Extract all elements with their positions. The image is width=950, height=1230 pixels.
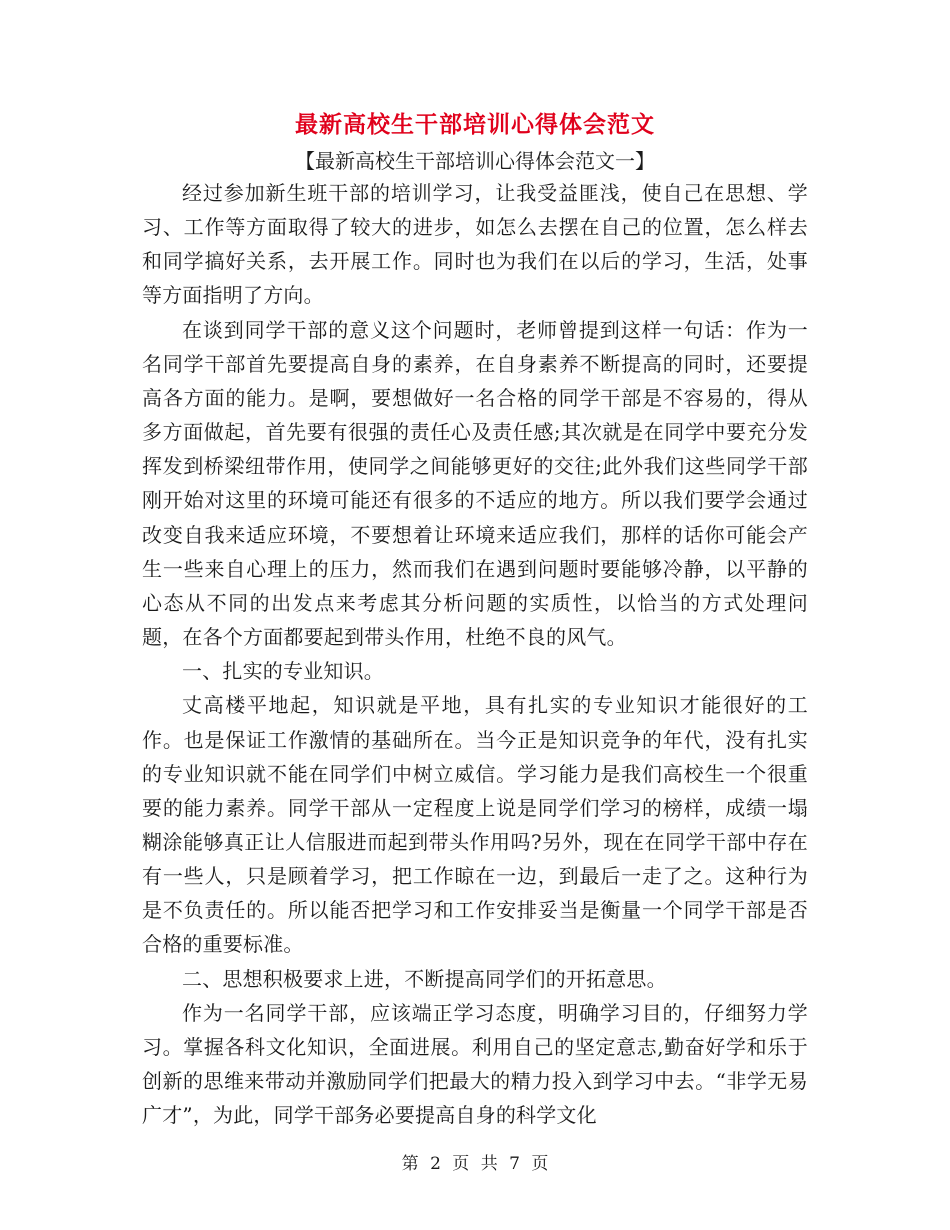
page-footer: 第 2 页 共 7 页: [401, 1154, 549, 1174]
section-heading-thought: 二、思想积极要求上进，不断提高同学们的开拓意思。: [182, 966, 667, 991]
paragraph-thought: 作为一名同学干部，应该端正学习态度，明确学习目的，仔细努力学习。掌握各科文化知识，全面进展。利用自己的坚定意志,勤奋好学和乐于创新的思维来带动并激励同学们把最大的精力投入到学习中去。“非学无易广才”，为此，同学干部务必要提高自身的科学文化: [142, 1000, 808, 1128]
paragraph-intro: 经过参加新生班干部的培训学习，让我受益匪浅，使自己在思想、学习、工作等方面取得了较大的进步，如怎么去摆在自己的位置，怎么样去和同学搞好关系，去开展工作。同时也为我们在以后的学习，生活，处事等方面指明了方向。: [142, 181, 808, 308]
paragraph-knowledge: 丈高楼平地起，知识就是平地，具有扎实的专业知识才能很好的工作。也是保证工作激情的基础所在。当今正是知识竞争的年代，没有扎实的专业知识就不能在同学们中树立威信。学习能力是我们高校生一个很重要的能力素养。同学干部从一定程度上说是同学们学习的榜样，成绩一塌糊涂能够真正让人信服进而起到带头作用吗?另外，现在在同学干部中存在有一些人，只是顾着学习，把工作晾在一边，到最后一走了之。这种行为是不负责任的。所以能否把学习和工作安排妥当是衡量一个同学干部是否合格的重要标准。: [142, 693, 808, 957]
document-title: 最新高校生干部培训心得体会范文: [295, 111, 655, 138]
document-body: [142, 176, 808, 1132]
document-subtitle: 【最新高校生干部培训心得体会范文一】: [295, 149, 655, 173]
section-heading-knowledge: 一、扎实的专业知识。: [182, 659, 384, 684]
paragraph-meaning: 在谈到同学干部的意义这个问题时，老师曾提到这样一句话：作为一名同学干部首先要提高自身的素养，在自身素养不断提高的同时，还要提高各方面的能力。是啊，要想做好一名合格的同学干部是不容易的，得从多方面做起，首先要有很强的责任心及责任感;其次就是在同学中要充分发挥发到桥梁纽带作用，使同学之间能够更好的交往;此外我们这些同学干部刚开始对这里的环境可能还有很多的不适应的地方。所以我们要学会通过改变自我来适应环境，不要想着让环境来适应我们，那样的话你可能会产生一些来自心理上的压力，然而我们在遇到问题时要能够冷静，以平静的心态从不同的出发点来考虑其分析问题的实质性，以恰当的方式处理问题，在各个方面都要起到带头作用，杜绝不良的风气。: [142, 317, 808, 650]
